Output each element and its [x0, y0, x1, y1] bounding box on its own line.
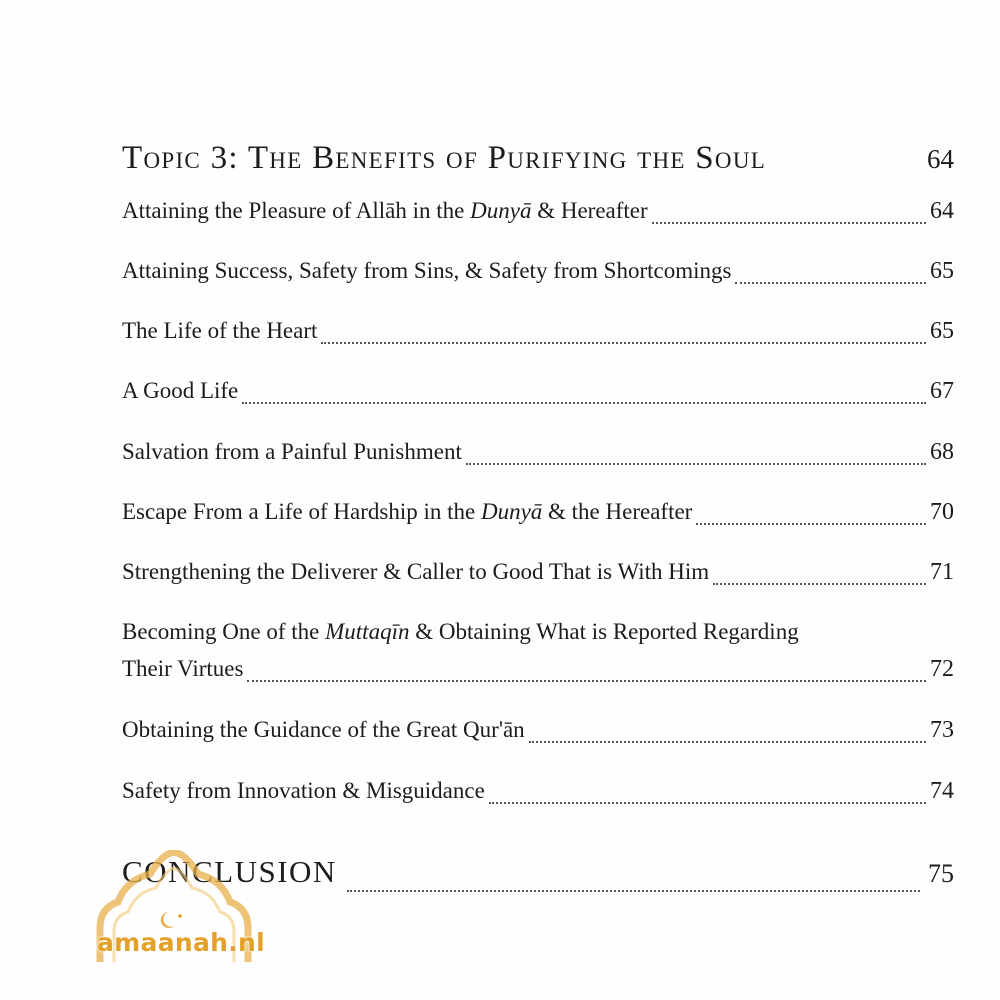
entry-title: A Good Life — [122, 378, 239, 403]
toc-entry[interactable] — [122, 778, 954, 812]
dot-leader — [466, 463, 926, 465]
entry-page: 65 — [930, 258, 954, 284]
entry-page: 74 — [930, 778, 954, 804]
dot-leader — [321, 342, 926, 344]
entry-title: Salvation from a Painful Punishment — [122, 439, 462, 464]
dot-leader — [242, 402, 926, 404]
toc-entry[interactable] — [122, 198, 954, 232]
entry-page: 65 — [930, 318, 954, 344]
entry-title: Becoming One of the Muttaqīn & Obtaining What is Reported Regarding — [122, 619, 799, 644]
conclusion-page: 75 — [928, 859, 954, 888]
entry-page: 70 — [930, 499, 954, 525]
dot-leader — [529, 741, 926, 743]
entry-title: Attaining Success, Safety from Sins, & Safety from Shortcomings — [122, 258, 732, 283]
entry-page: 64 — [930, 198, 954, 224]
entry-title: Strengthening the Deliverer & Caller to Good That is With Him — [122, 559, 710, 584]
toc-entry[interactable] — [122, 559, 954, 593]
dot-leader — [347, 890, 920, 892]
topic-heading — [122, 140, 954, 184]
entry-title-continued: Their Virtues — [122, 656, 244, 681]
entry-page: 68 — [930, 439, 954, 465]
entry-title: Safety from Innovation & Misguidance — [122, 778, 485, 803]
topic-heading-title: Topic 3: The Benefits of Purifying the Soul — [122, 140, 767, 176]
toc-entry[interactable] — [122, 619, 954, 690]
dot-leader — [247, 680, 926, 682]
dot-leader — [652, 222, 926, 224]
watermark-text: amaanah.nl — [97, 928, 265, 957]
entry-page: 73 — [930, 717, 954, 743]
entry-title: Attaining the Pleasure of Allāh in the Dunyā & Hereafter — [122, 198, 648, 223]
toc-entry[interactable] — [122, 318, 954, 352]
dot-leader — [696, 523, 926, 525]
toc-entry[interactable] — [122, 258, 954, 292]
entry-title: Escape From a Life of Hardship in the Dunyā & the Hereafter — [122, 499, 693, 524]
topic-heading-page: 64 — [927, 144, 954, 174]
dot-leader — [735, 282, 926, 284]
conclusion-title: CONCLUSION — [122, 854, 337, 889]
entry-title: Obtaining the Guidance of the Great Qur'ān — [122, 717, 525, 742]
entry-page: 71 — [930, 559, 954, 585]
toc-entry[interactable] — [122, 378, 954, 412]
entry-title: The Life of the Heart — [122, 318, 318, 343]
dot-leader — [713, 583, 926, 585]
toc-entry[interactable] — [122, 439, 954, 473]
toc-entry[interactable] — [122, 499, 954, 533]
entry-page: 72 — [930, 656, 954, 682]
entry-page: 67 — [930, 378, 954, 404]
dot-leader — [489, 802, 926, 804]
toc-entry[interactable] — [122, 717, 954, 751]
